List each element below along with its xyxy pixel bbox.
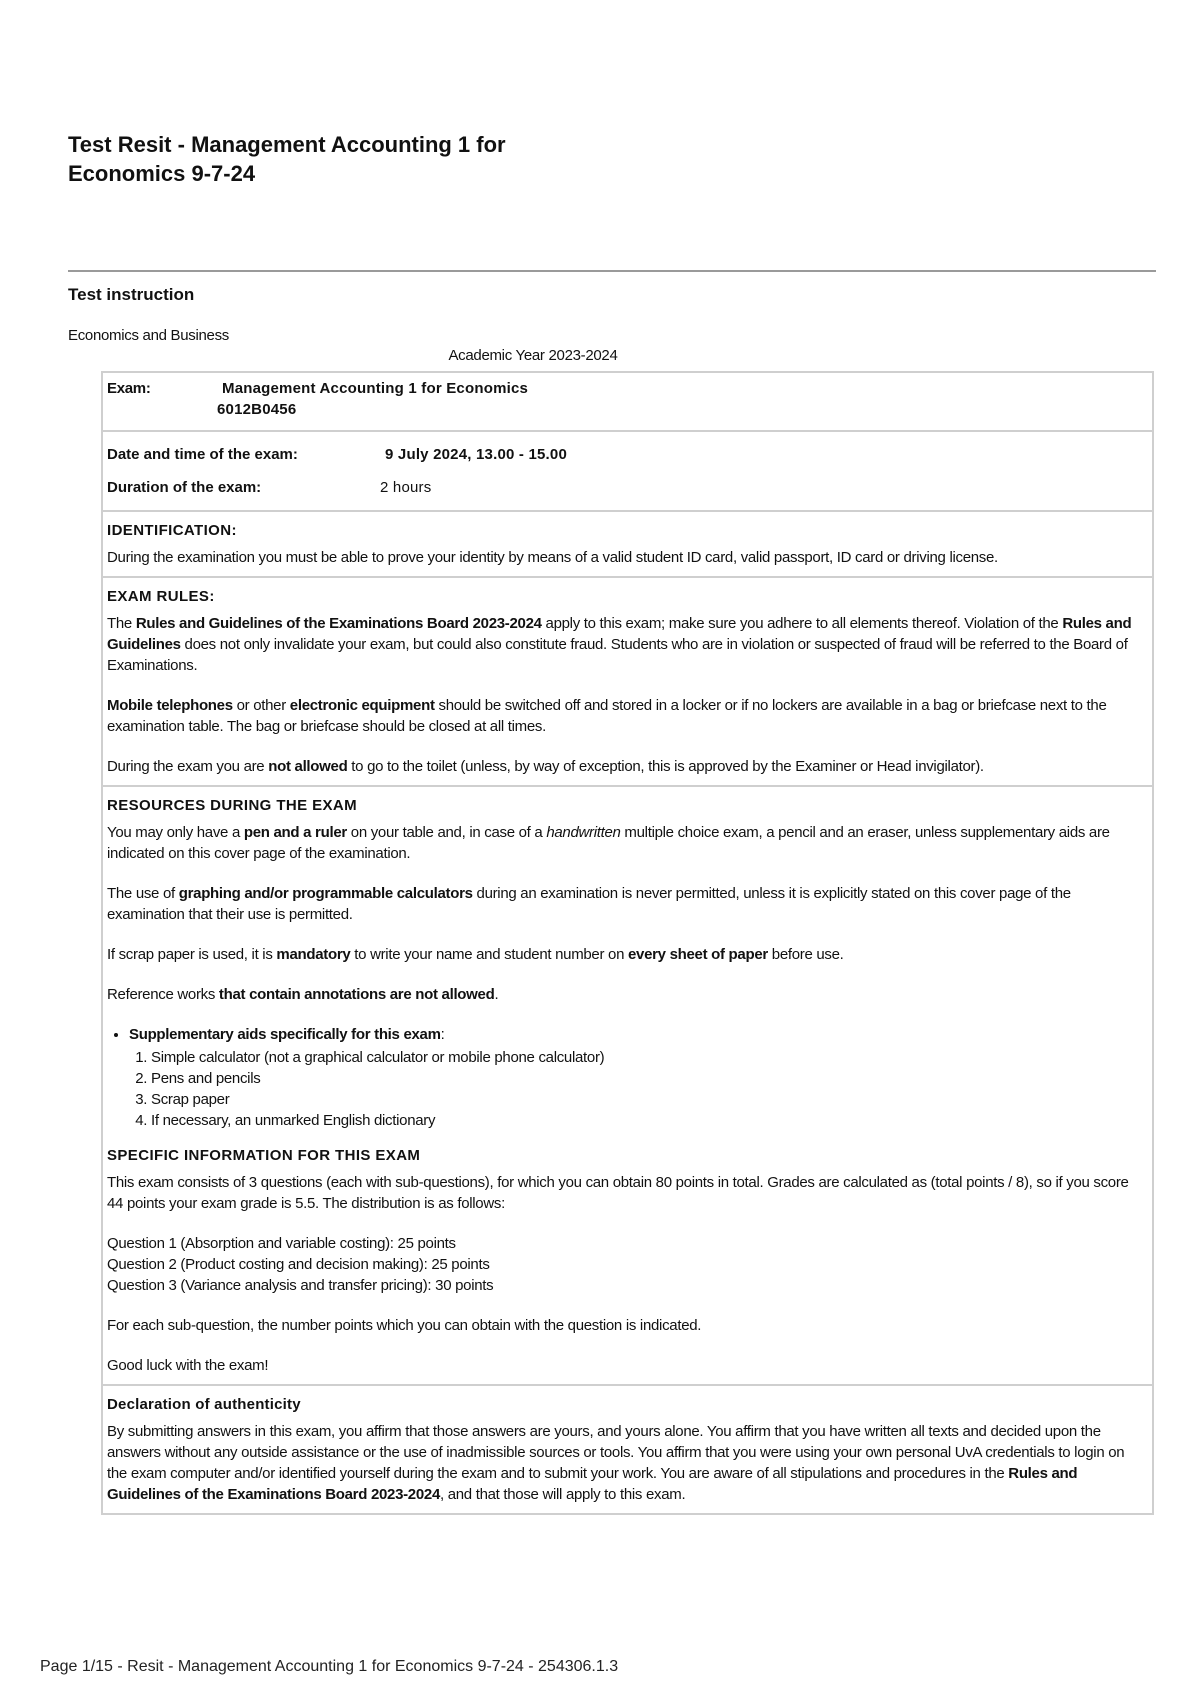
date-value: 9 July 2024, 13.00 - 15.00	[385, 446, 567, 463]
exam-name: Management Accounting 1 for Economics	[222, 380, 529, 397]
title-line-2: Economics 9-7-24	[68, 161, 256, 186]
exam-rules-paragraph-2: Mobile telephones or other electronic equipment should be switched off and stored in a locker or if no lockers are available in a bag or briefcase next to the examination table. The bag or briefcase should be closed at all times.	[107, 697, 1107, 735]
list-item: Question 1 (Absorption and variable costing): 25 points	[107, 1235, 456, 1252]
resources-paragraph-2: The use of graphing and/or programmable calculators during an examination is never permitted, unless it is explicitly stated on this cover page of the examination that their use is permitted.	[107, 885, 1071, 923]
identification-heading: IDENTIFICATION:	[107, 522, 237, 539]
exam-rules-section	[103, 578, 1152, 787]
date-label: Date and time of the exam:	[107, 446, 298, 463]
list-item: Question 3 (Variance analysis and transfer pricing): 30 points	[107, 1277, 494, 1294]
identification-section	[103, 512, 1152, 578]
list-item: 1. Simple calculator (not a graphical calculator or mobile phone calculator)	[151, 1047, 1148, 1068]
specific-info-intro: This exam consists of 3 questions (each with sub-questions), for which you can obtain 80 points in total. Grades are calculated as (total points / 8), so if you score 44 points your exam grade is 5.5. The distribution is as follows:	[107, 1174, 1129, 1212]
list-item: 2. Pens and pencils	[151, 1068, 1148, 1089]
resources-paragraph-1: You may only have a pen and a ruler on your table and, in case of a handwritten multiple choice exam, a pencil and an eraser, unless supplementary aids are indicated on this cover page of the examination.	[107, 824, 1110, 862]
title-line-1: Test Resit - Management Accounting 1 for	[68, 132, 506, 157]
resources-section	[103, 787, 1152, 1386]
title-divider	[68, 270, 1156, 272]
list-item: Question 2 (Product costing and decision making): 25 points	[107, 1256, 490, 1273]
resources-paragraph-4: Reference works that contain annotations are not allowed.	[107, 986, 499, 1003]
list-item: 4. If necessary, an unmarked English dictionary	[151, 1110, 1148, 1131]
test-instruction-heading: Test instruction	[68, 285, 195, 304]
specific-info-heading: SPECIFIC INFORMATION FOR THIS EXAM	[107, 1147, 421, 1164]
resources-heading: RESOURCES DURING THE EXAM	[107, 797, 358, 814]
department-label: Economics and Business	[68, 327, 229, 344]
date-duration-section	[103, 432, 1152, 512]
exam-label: Exam:	[107, 380, 151, 397]
duration-label: Duration of the exam:	[107, 479, 262, 496]
exam-code: 6012B0456	[217, 401, 297, 418]
declaration-heading: Declaration of authenticity	[107, 1396, 301, 1413]
exam-rules-paragraph-1: The Rules and Guidelines of the Examinations Board 2023-2024 apply to this exam; make sure you adhere to all elements thereof. Violation of the Rules and Guidelines does not only invalidate your exam, but could also constitute fraud. Students who are in violation or suspected of fraud will be referred to the Board of Examinations.	[107, 615, 1132, 674]
list-item: 3. Scrap paper	[151, 1089, 1148, 1110]
page-footer: Page 1/15 - Resit - Management Accounting 1 for Economics 9-7-24 - 254306.1.3	[40, 1658, 619, 1675]
resources-paragraph-3: If scrap paper is used, it is mandatory to write your name and student number on every sheet of paper before use.	[107, 946, 844, 963]
question-distribution	[107, 1233, 1148, 1296]
subquestion-note: For each sub-question, the number points which you can obtain with the question is indicated.	[107, 1317, 702, 1334]
declaration-section	[103, 1386, 1152, 1513]
list-item: • Supplementary aids specifically for this exam: 1. Simple calculator (not a graphical calculator or mobile phone calculator) 2. Pens and pencils 3. Scrap paper 4. If necessary, an unmarked English dictionary	[129, 1024, 1148, 1131]
exam-rules-heading: EXAM RULES:	[107, 588, 215, 605]
exam-rules-paragraph-3: During the exam you are not allowed to go to the toilet (unless, by way of exception, this is approved by the Examiner or Head invigilator).	[107, 758, 984, 775]
duration-value: 2 hours	[380, 479, 432, 496]
declaration-text: By submitting answers in this exam, you affirm that those answers are yours, and yours alone. You affirm that you have written all texts and decided upon the answers without any outside assistance or the use of inadmissible sources or tools. You affirm that you were using your own personal UvA credentials to login on the exam computer and/or identified yourself during the exam and to submit your work. You are aware of all stipulations and procedures in the Rules and Guidelines of the Examinations Board 2023-2024, and that those will apply to this exam.	[107, 1423, 1125, 1503]
good-luck-text: Good luck with the exam!	[107, 1357, 269, 1374]
exam-info-section	[103, 373, 1152, 432]
aids-numbered-list	[129, 1047, 1148, 1131]
document-title	[68, 130, 588, 188]
academic-year: Academic Year 2023-2024	[448, 347, 618, 364]
identification-text: During the examination you must be able to prove your identity by means of a valid student ID card, valid passport, ID card or driving license.	[107, 549, 998, 566]
cover-page-box	[101, 371, 1154, 1515]
supplementary-aids-list	[107, 1024, 1148, 1131]
